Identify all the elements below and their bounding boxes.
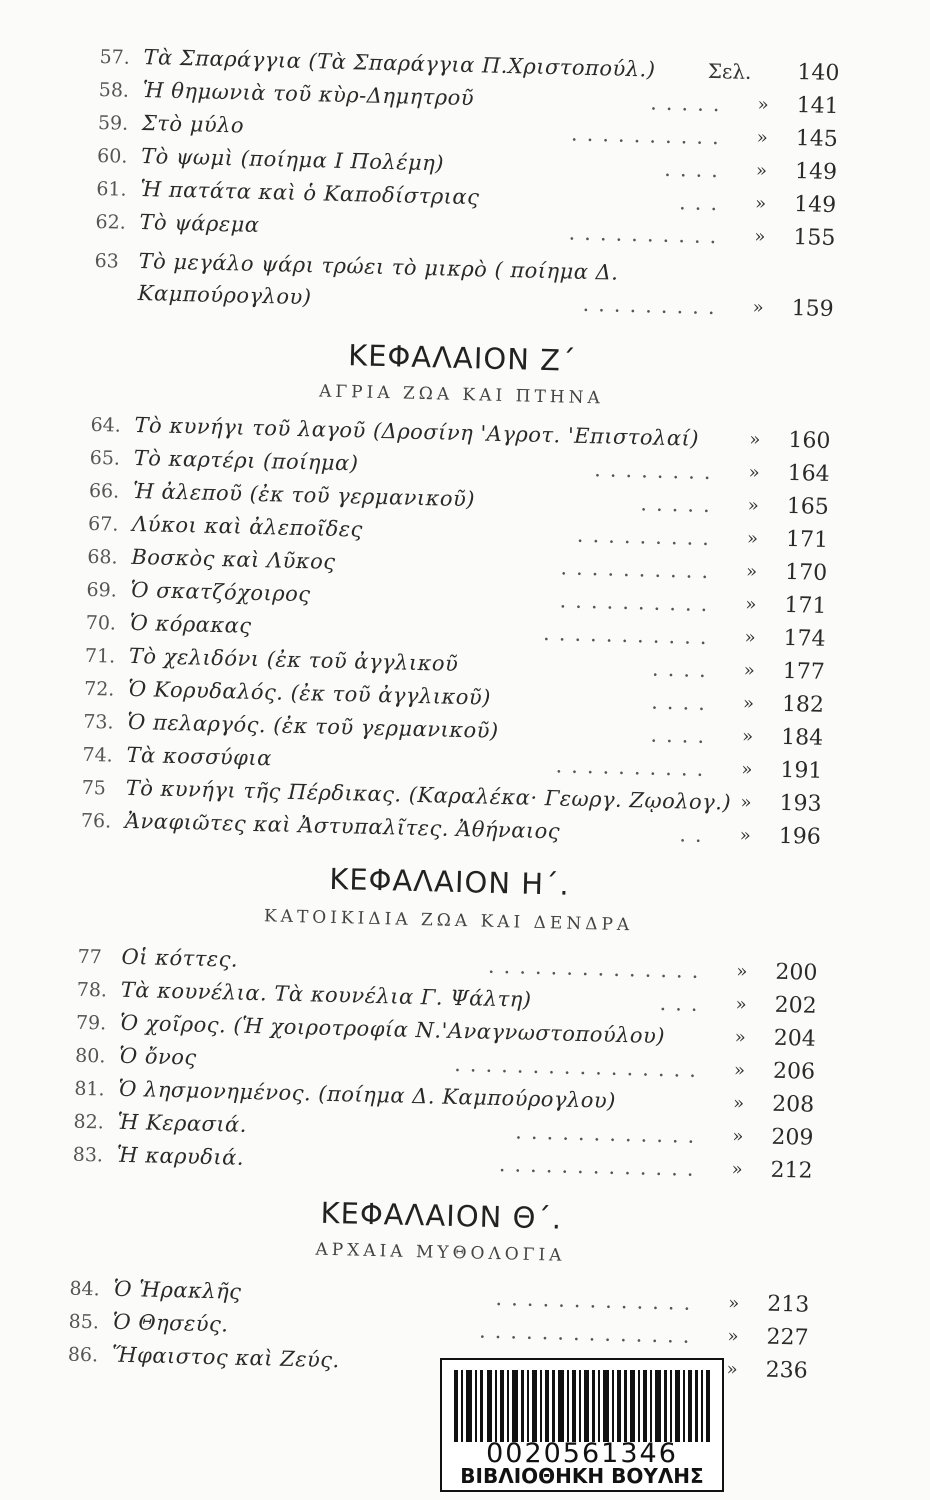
library-label: ΒΙΒΛΙΟΘΗΚΗ ΒΟΥΛΗΣ [460,1464,704,1488]
entry-page: 208 [771,1091,815,1118]
barcode-bar [567,1370,569,1442]
barcode-bar [500,1370,504,1442]
ditto-mark: » [734,1026,747,1049]
entry-number: 72. [83,677,115,701]
entry-page: 160 [788,427,831,454]
barcode-bar [670,1370,672,1442]
entry-page: 193 [779,790,822,817]
barcode-bar [683,1370,685,1442]
entry-number: 63 [94,249,120,273]
ditto-mark: » [739,824,752,847]
entry-number: 82. [73,1110,105,1134]
entry-title: Ὁ σκατζόχοιρος [130,577,311,607]
entry-page: 141 [796,93,839,120]
barcode-bar [480,1370,483,1442]
leader-dots: ... [659,990,707,1017]
entry-number: 69. [86,578,118,602]
entry-page: 191 [780,757,823,784]
entry-page: 184 [780,724,824,751]
entry-page: 227 [766,1324,809,1351]
barcode-bar [664,1370,667,1442]
entry-number: 85. [68,1310,100,1334]
ditto-mark: » [735,993,747,1016]
leader-dots: .... [651,656,716,683]
entry-title: Ἀναφιῶτες καὶ Ἀστυπαλῖτες. Ἀθήναιος [124,808,561,844]
entry-number: 61. [96,177,127,201]
barcode-bar [527,1370,529,1442]
entry-title: Στὸ μύλο [141,111,245,138]
entry-page: 174 [783,625,826,652]
chapter-heading: ΚΕΦΑΛΑΙΟΝ Θ΄. [320,1195,563,1236]
barcode-bar [706,1370,710,1442]
ditto-mark: » [745,593,757,616]
ditto-mark: » [731,1158,743,1181]
leader-dots: .......... [559,588,717,617]
barcode-icon [454,1370,710,1442]
barcode-bar [688,1370,692,1442]
entry-page: 140 [797,60,840,87]
ditto-mark: » [727,1325,739,1347]
entry-number: 75 [81,776,107,800]
barcode-bar [584,1370,589,1442]
entry-title: Τὸ καρτέρι (ποίημα) [133,445,359,476]
ditto-mark: » [741,725,754,748]
entry-page: 236 [765,1357,808,1384]
barcode-bar [579,1370,581,1442]
ditto-mark: » [747,494,760,517]
entry-title: Ὁ πελαργός. (ἐκ τοῦ γερμανικοῦ) [127,709,499,743]
entry-page: 182 [781,691,825,718]
barcode-bar [475,1370,477,1442]
ditto-mark: » [754,226,766,248]
entry-number: 68. [87,545,118,569]
leader-dots: .......... [555,753,713,782]
leader-dots: .......... [568,220,726,249]
barcode-bar [701,1370,703,1442]
chapter-subtitle: ΑΓΡΙΑ ΖΩΑ ΚΑΙ ΠΤΗΝΑ [318,381,604,409]
entry-number: 67. [87,512,119,536]
entry-page: 204 [773,1025,817,1052]
entry-title: Ὁ χοῖρος. (Ἡ χοιροτροφία Ν.'Αναγνωστοπούλου) [119,1010,666,1049]
entry-number: 81. [74,1077,105,1101]
entry-number: 57. [99,45,131,69]
entry-number: 86. [67,1343,99,1367]
leader-dots: ................ [453,1051,706,1083]
leader-dots: .... [664,156,728,183]
leader-dots: ........... [542,621,716,650]
leader-dots: .......... [570,121,729,150]
barcode-bar [552,1370,555,1442]
leader-dots: .... [651,689,715,716]
ditto-mark: » [744,626,756,649]
entry-number: 74. [82,743,114,767]
ditto-mark: » [745,560,758,583]
barcode-bar [512,1370,518,1442]
entry-title: Ἡ θημωνιὰ τοῦ κὺρ-Δημητροῦ [142,78,475,111]
leader-dots: .... [650,722,714,749]
barcode-bar [655,1370,661,1442]
entry-page: 149 [793,192,837,219]
entry-page: 149 [794,159,838,186]
entry-title: Ἡ πατάτα καὶ ὁ Καποδίστριας [140,177,480,210]
barcode-bar [521,1370,524,1442]
barcode-bar [540,1370,542,1442]
barcode-bar [507,1370,509,1442]
entry-page: 200 [775,959,818,986]
entry-page: 209 [771,1124,814,1151]
ditto-mark: » [752,297,764,319]
entry-number: 65. [89,446,121,470]
leader-dots: .............. [478,1318,699,1349]
barcode-bar [466,1370,472,1442]
entry-title: Καμπούρογλου) [137,281,312,310]
leader-dots: ... [678,190,727,216]
barcode-bar [461,1370,463,1442]
entry-title: Τὸ μεγάλο ψάρι τρώει τὸ μικρὸ ( ποίημα Δ. [138,249,619,285]
entry-number: 71. [84,644,116,668]
leader-dots: ............. [498,1152,703,1182]
entry-page: 170 [784,559,828,586]
entry-title: Τὰ Σπαράγγια (Τὰ Σπαράγγια Π.Χριστοπούλ.) [143,45,656,82]
entry-page: 206 [772,1058,816,1085]
entry-title: Οἱ κόττες. [121,944,239,972]
leader-dots: .............. [487,953,708,984]
ditto-mark: » [755,160,768,182]
entry-title: Ἡ ἀλεποῦ (ἐκ τοῦ γερμανικοῦ) [132,478,476,512]
ditto-mark: » [732,1125,744,1148]
chapter-heading: ΚΕΦΑΛΑΙΟΝ Ζ΄ [347,338,577,378]
leader-dots: ......... [576,522,719,551]
entry-title: Ἡ Κερασιά. [117,1109,248,1137]
entry-title: Τὸ κυνήγι τοῦ λαγοῦ (Δροσίνη 'Αγροτ. 'Επιστολαί) [134,412,700,451]
barcode-bar [454,1370,458,1442]
leader-dots: ..... [640,491,720,518]
entry-page: 145 [795,126,839,153]
library-barcode-sticker [440,1358,724,1492]
barcode-bar [695,1370,698,1442]
entry-number: 60. [96,144,128,168]
ditto-mark: » [726,1358,738,1380]
leader-dots: ............ [515,1119,704,1149]
entry-title: Ὁ κόρακας [129,610,252,638]
entry-title: Τὸ ψωμὶ (ποίημα Ι Πολέμη) [140,144,445,176]
ditto-mark: » [740,791,752,814]
leader-dots: ..... [649,90,729,117]
barcode-bar [675,1370,680,1442]
barcode-bar [643,1370,647,1442]
barcode-bar [558,1370,564,1442]
entry-page: 177 [782,658,826,685]
entry-page: 171 [784,592,827,619]
barcode-number: 0020561346 [486,1438,678,1469]
barcode-bar [598,1370,600,1442]
barcode-bar [612,1370,614,1442]
entry-title: Τὸ κυνήγι τῆς Πέρδικας. (Καραλέκα· Γεωργ. Ζῳολογ.) [125,775,732,815]
entry-title: Τὰ κουνέλια. Τὰ κουνέλια Γ. Ψάλτη) [120,977,532,1012]
entry-page: 196 [778,823,822,850]
ditto-mark: » [749,428,761,451]
leader-dots: .......... [560,555,718,584]
ditto-mark: » [736,960,748,983]
barcode-bar [624,1370,627,1442]
barcode-bar [638,1370,640,1442]
page-column-label: Σελ. [707,58,752,84]
chapter-heading: ΚΕΦΑΛΑΙΟΝ Η΄. [328,861,571,902]
barcode-bar [592,1370,595,1442]
entry-title: Ὁ Ἡρακλῆς [113,1276,242,1304]
barcode-bar [630,1370,635,1442]
barcode-bar [650,1370,652,1442]
entry-page: 171 [785,526,829,553]
entry-number: 76. [80,809,112,833]
entry-number: 79. [75,1011,107,1035]
ditto-mark: » [743,659,756,682]
barcode-bar [545,1370,549,1442]
chapter-subtitle: ΚΑΤΟΙΚΙΔΙΑ ΖΩΑ ΚΑΙ ΔΕΝΔΡΑ [263,906,634,936]
ditto-mark: » [754,193,767,215]
chapter-subtitle: ΑΡΧΑΙΑ ΜΥΘΟΛΟΓΙΑ [315,1239,566,1266]
leader-dots: .. [679,822,712,848]
entry-page: 155 [793,225,836,252]
barcode-bar [603,1370,609,1442]
entry-title: Τὰ κοσσύφια [126,742,273,771]
entry-title: Λύκοι καὶ ἀλεποῖδες [131,511,364,542]
entry-title: Τὸ χελιδόνι (ἐκ τοῦ ἀγγλικοῦ [128,643,459,676]
entry-number: 62. [95,210,127,234]
entry-title: Ὁ Κορυδαλός. (ἐκ τοῦ ἀγγλικοῦ) [127,676,492,710]
ditto-mark: » [746,527,759,550]
entry-title: Ὁ Θησεύς. [112,1309,229,1337]
leader-dots: ............. [495,1286,700,1316]
barcode-bar [572,1370,576,1442]
entry-title: Ἡ καρυδιά. [116,1142,245,1170]
leader-dots: ........ [593,457,720,485]
ditto-mark: » [742,692,755,715]
entry-number: 84. [69,1277,100,1301]
leader-dots: ......... [582,291,724,320]
entry-page: 212 [770,1157,813,1184]
entry-title: Ὁ λησμονημένος. (ποίημα Δ. Καμπούρογλου) [118,1076,617,1113]
entry-page: 159 [791,295,834,323]
entry-title: Ὁ ὄνος [118,1043,198,1070]
ditto-mark: » [757,94,769,116]
barcode-bar [532,1370,537,1442]
entry-number: 73. [83,710,114,734]
entry-number: 58. [98,78,130,102]
entry-number: 83. [72,1143,104,1167]
barcode-bar [495,1370,497,1442]
entry-number: 78. [76,978,108,1002]
entry-page: 213 [767,1291,810,1318]
ditto-mark: » [733,1059,746,1082]
entry-number: 59. [97,111,129,135]
barcode-bar [617,1370,621,1442]
entry-title: Τὸ ψάρεμα [139,210,260,237]
entry-number: 70. [85,611,117,635]
entry-page: 165 [786,493,830,520]
ditto-mark: » [748,461,760,484]
entry-page: 164 [787,460,830,487]
ditto-mark: » [728,1292,740,1314]
entry-number: 77 [77,945,103,969]
ditto-mark: » [741,758,753,781]
entry-number: 80. [74,1044,106,1068]
toc-page [65,40,880,1489]
ditto-mark: » [756,127,769,149]
entry-title: Βοσκὸς καὶ Λῦκος [131,544,336,574]
barcode-bar [487,1370,492,1442]
entry-number: 64. [90,413,122,437]
entry-number: 66. [88,479,120,503]
ditto-mark: » [732,1092,745,1115]
entry-title: Ἥφαιστος καὶ Ζεύς. [111,1342,341,1373]
entry-page: 202 [774,992,817,1019]
